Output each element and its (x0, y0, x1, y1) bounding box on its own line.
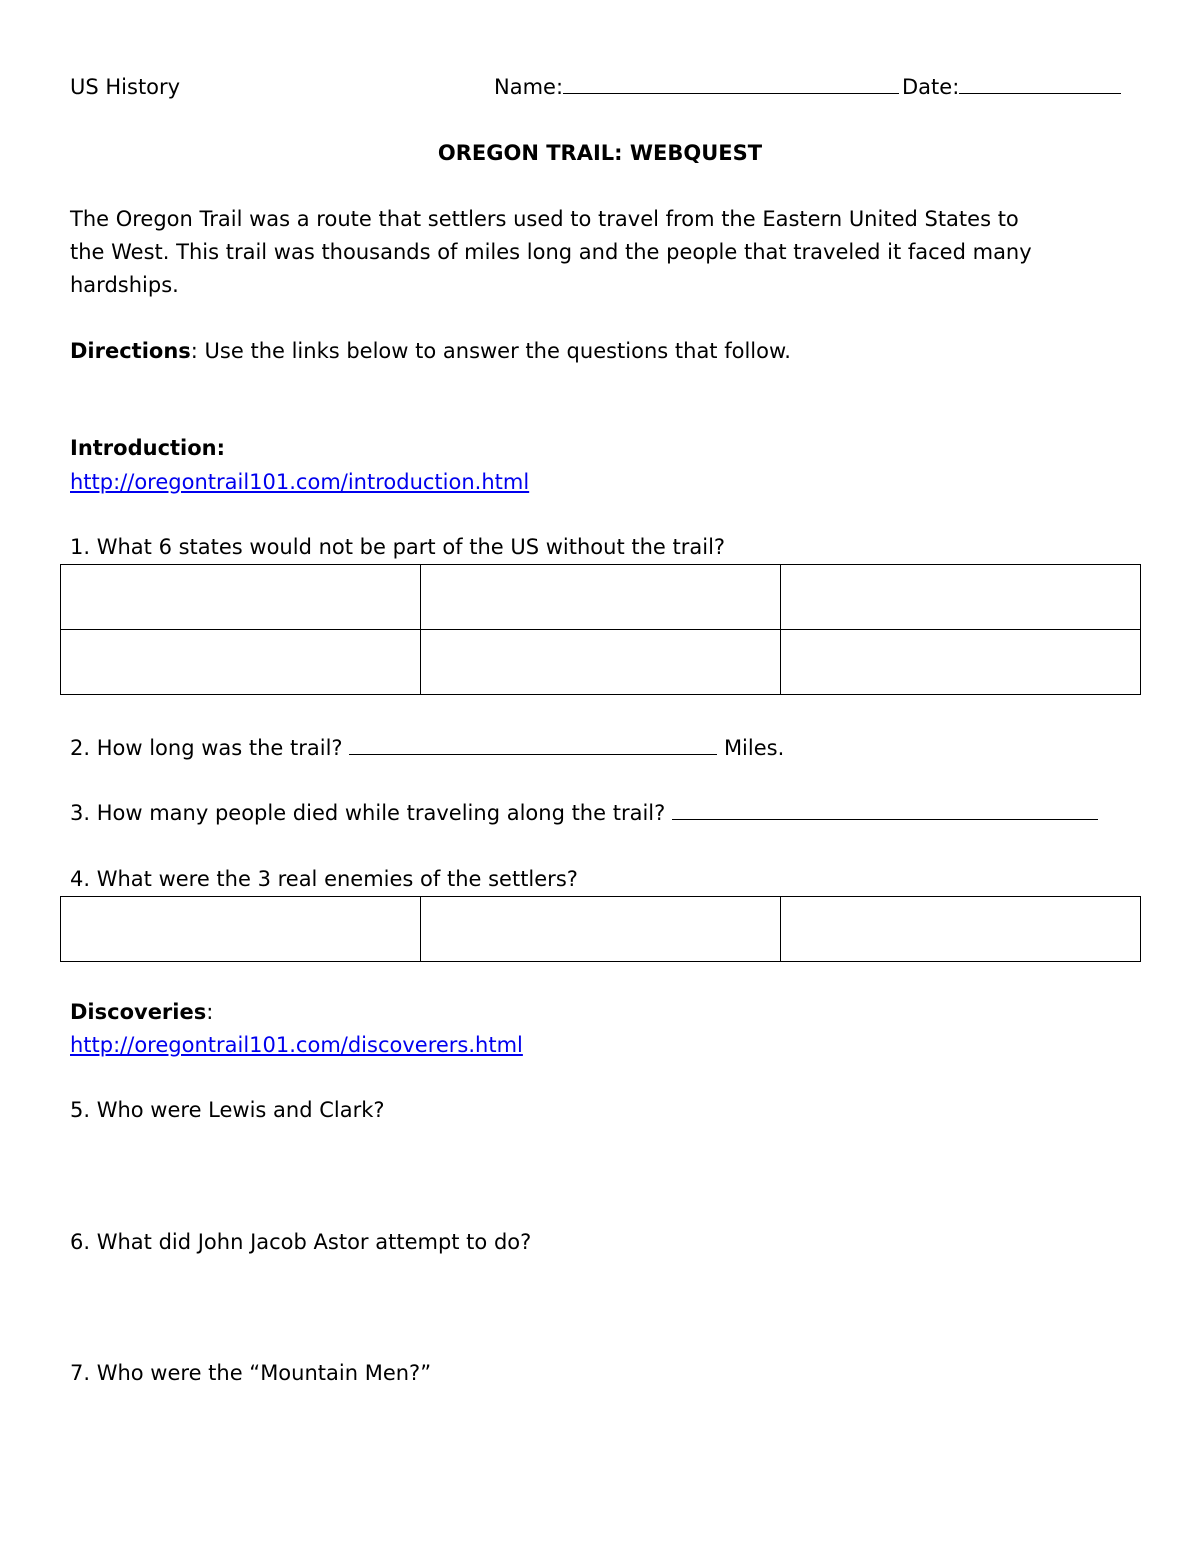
discoveries-heading (70, 1002, 213, 1023)
intro-line-2: the West. This trail was thousands of miles long and the people that traveled it faced many (70, 240, 1032, 264)
question-2-prefix: 2. How long was the trail? (70, 736, 343, 760)
question-2-suffix: Miles. (723, 736, 785, 760)
name-label-text: Name: (494, 75, 564, 99)
q1-answer-row (61, 565, 1141, 630)
date-label-text: Date: (902, 75, 960, 99)
intro-line-1: The Oregon Trail was a route that settlers used to travel from the Eastern United States to (70, 207, 1019, 231)
course-label: US History (70, 75, 181, 99)
discoveries-heading-colon: : (206, 1000, 214, 1024)
answer-cell[interactable] (421, 630, 781, 695)
answer-cell[interactable] (421, 565, 781, 630)
name-blank[interactable] (563, 93, 899, 94)
introduction-heading: Introduction: (70, 436, 226, 460)
date-label (902, 77, 1121, 98)
question-7: 7. Who were the “Mountain Men?” (70, 1361, 432, 1385)
directions-label: Directions (70, 339, 191, 363)
discoveries-link[interactable]: http://oregontrail101.com/discoverers.html (70, 1033, 523, 1057)
q4-answer-row (61, 897, 1141, 962)
q1-answer-table (60, 564, 1141, 695)
question-4: 4. What were the 3 real enemies of the settlers? (70, 867, 578, 891)
directions (70, 341, 791, 362)
answer-cell[interactable] (781, 565, 1141, 630)
answer-cell[interactable] (61, 630, 421, 695)
answer-cell[interactable] (781, 630, 1141, 695)
intro-line-3: hardships. (70, 273, 179, 297)
question-3-text: 3. How many people died while traveling along the trail? (70, 801, 666, 825)
q1-answer-row (61, 630, 1141, 695)
question-1: 1. What 6 states would not be part of the US without the trail? (70, 535, 726, 559)
q3-answer-blank[interactable] (672, 819, 1098, 820)
name-label (494, 77, 899, 98)
question-6: 6. What did John Jacob Astor attempt to do? (70, 1230, 532, 1254)
answer-cell[interactable] (781, 897, 1141, 962)
date-blank[interactable] (959, 93, 1121, 94)
introduction-link[interactable]: http://oregontrail101.com/introduction.html (70, 470, 530, 494)
question-5: 5. Who were Lewis and Clark? (70, 1098, 385, 1122)
answer-cell[interactable] (421, 897, 781, 962)
answer-cell[interactable] (61, 565, 421, 630)
answer-cell[interactable] (61, 897, 421, 962)
page-title: OREGON TRAIL: WEBQUEST (437, 141, 763, 165)
question-2 (70, 738, 784, 759)
discoveries-heading-text: Discoveries (70, 1000, 207, 1024)
q4-answer-table (60, 896, 1141, 962)
question-3 (70, 803, 1098, 824)
q2-answer-blank[interactable] (349, 754, 717, 755)
directions-text: : Use the links below to answer the questions that follow. (190, 339, 791, 363)
